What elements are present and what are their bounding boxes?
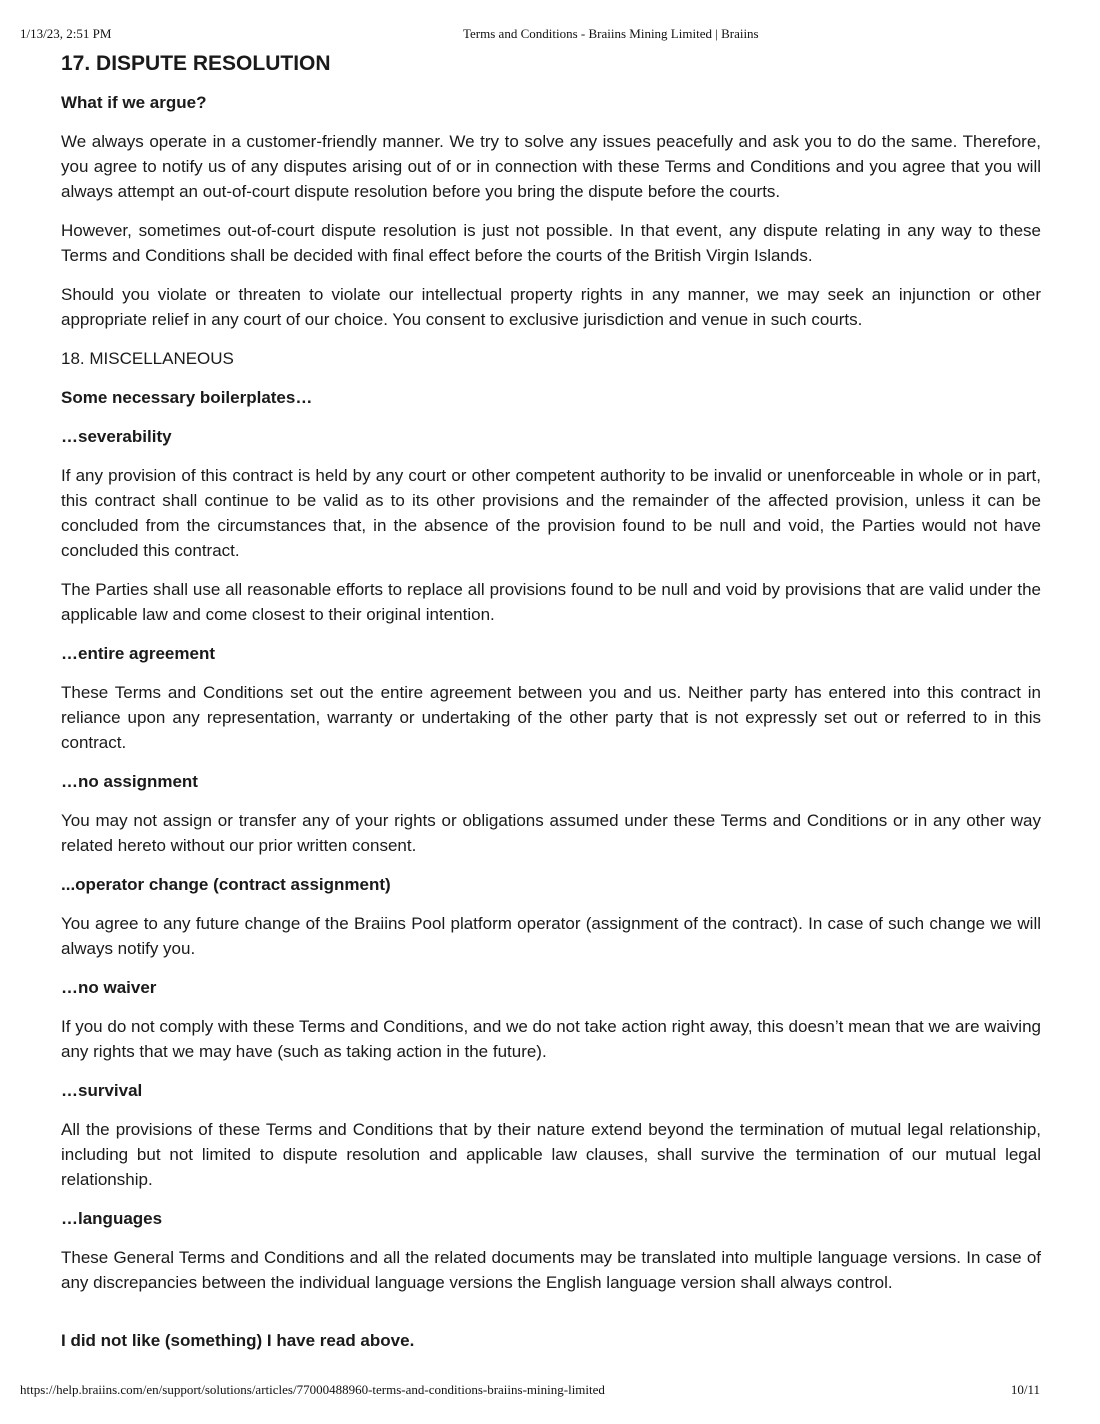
no-waiver-heading: …no waiver [61, 978, 157, 997]
print-footer [0, 1382, 1100, 1400]
print-page-number: 10/11 [1010, 1382, 1040, 1397]
print-header [0, 26, 1100, 44]
survival-heading: …survival [61, 1081, 143, 1100]
section-17-title: 17. DISPUTE RESOLUTION [61, 52, 331, 75]
paragraph: You agree to any future change of the Braiins Pool platform operator (assignment of the contract). In case of such change we will always notify you. [61, 914, 1041, 958]
paragraph: All the provisions of these Terms and Conditions that by their nature extend beyond the termination of mutual legal relationship, including but not limited to dispute resolution and applicable law clauses, shall survive the termination of our mutual legal relationship. [61, 1120, 1041, 1189]
severability-heading: …severability [61, 427, 172, 446]
paragraph: You may not assign or transfer any of your rights or obligations assumed under these Terms and Conditions or in any other way related hereto without our prior written consent. [61, 811, 1041, 855]
paragraph: However, sometimes out-of-court dispute resolution is just not possible. In that event, any dispute relating in any way to these Terms and Conditions shall be decided with final effect before the courts of the British Virgin Islands. [61, 221, 1041, 265]
entire-agreement-heading: …entire agreement [61, 644, 215, 663]
operator-change-heading: ...operator change (contract assignment) [61, 875, 391, 894]
print-page-title: Terms and Conditions - Braiins Mining Limited | Braiins [463, 26, 759, 41]
paragraph: These Terms and Conditions set out the entire agreement between you and us. Neither party has entered into this contract in reliance upon any representation, warranty or undertaking of the other party that is not expressly set out or referred to in this contract. [61, 683, 1041, 752]
section-18-title: 18. MISCELLANEOUS [61, 349, 234, 368]
paragraph: If any provision of this contract is held by any court or other competent authority to be invalid or unenforceable in whole or in part, this contract shall continue to be valid as to its other provisions and the remainder of the affected provision, unless it can be concluded from the circumstances that, in the absence of the provision found to be null and void, the Parties would not have concluded this contract. [61, 466, 1041, 560]
languages-heading: …languages [61, 1209, 163, 1228]
paragraph: These General Terms and Conditions and all the related documents may be translated into multiple language versions. In case of any discrepancies between the individual language versions the English language version shall always control. [61, 1248, 1041, 1292]
no-assignment-heading: …no assignment [61, 772, 198, 791]
print-url: https://help.braiins.com/en/support/solutions/articles/77000488960-terms-and-conditions-braiins-mining-limited [20, 1382, 605, 1397]
paragraph: The Parties shall use all reasonable efforts to replace all provisions found to be null and void by provisions that are valid under the applicable law and come closest to their original intention. [61, 580, 1041, 624]
article-content [61, 48, 1041, 1367]
paragraph: If you do not comply with these Terms and Conditions, and we do not take action right away, this doesn’t mean that we are waiving any rights that we may have (such as taking action in the future). [61, 1017, 1041, 1061]
print-datetime: 1/13/23, 2:51 PM [20, 26, 112, 41]
closing-heading: I did not like (something) I have read above. [61, 1331, 415, 1350]
paragraph: We always operate in a customer-friendly manner. We try to solve any issues peacefully and ask you to do the same. Therefore, you agree to notify us of any disputes arising out of or in connection with these Terms and Conditions and you agree that you will always attempt an out-of-court dispute resolution before you bring the dispute before the courts. [61, 132, 1041, 201]
section-18-subtitle: Some necessary boilerplates… [61, 388, 313, 407]
section-17-subtitle: What if we argue? [61, 93, 207, 112]
paragraph: Should you violate or threaten to violate our intellectual property rights in any manner, we may seek an injunction or other appropriate relief in any court of our choice. You consent to exclusive jurisdiction and venue in such courts. [61, 285, 1041, 329]
